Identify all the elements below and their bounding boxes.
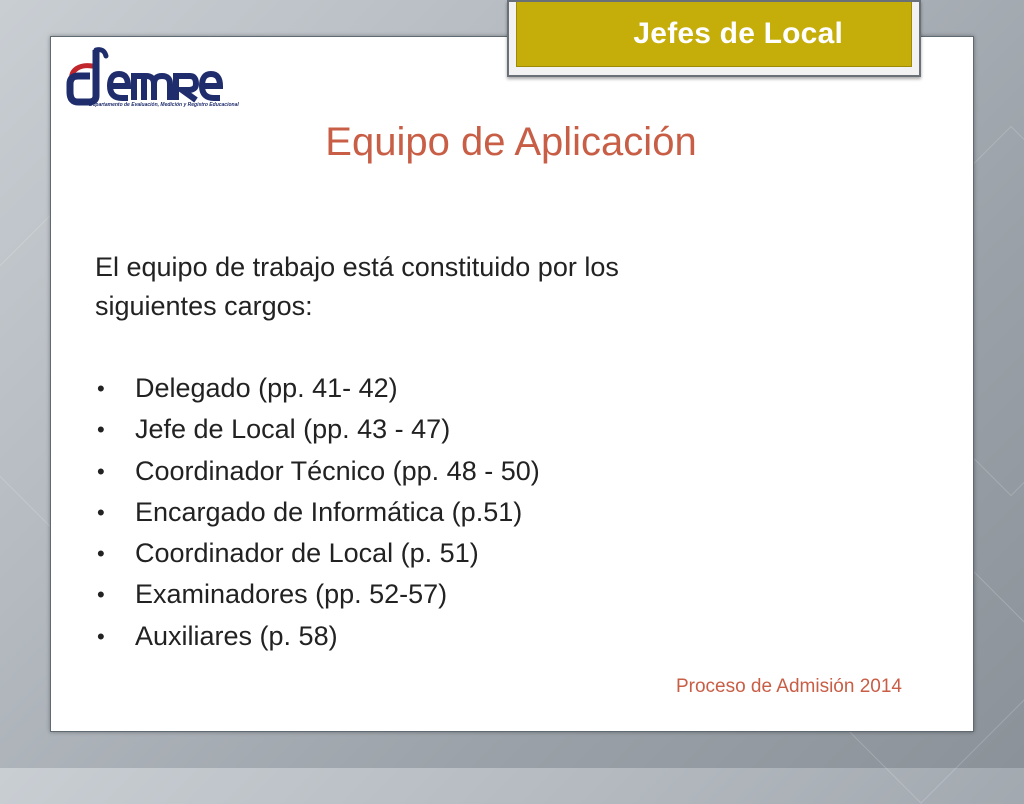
list-item: [97, 451, 540, 492]
list-item: [97, 574, 540, 615]
roles-list: [97, 368, 540, 657]
list-item: [97, 409, 540, 450]
role-label: Encargado de Informática (p.51): [135, 496, 523, 527]
bullet-icon: •: [97, 376, 105, 401]
list-item: [97, 533, 540, 574]
bullet-icon: •: [97, 417, 105, 443]
list-item: [97, 616, 540, 657]
list-item: [97, 368, 540, 409]
section-tag-label: Jefes de Local: [633, 17, 843, 50]
role-label: Auxiliares (p. 58): [135, 620, 338, 651]
list-item: [97, 492, 540, 533]
intro-text: [95, 248, 855, 326]
role-label: Examinadores (pp. 52-57): [135, 579, 448, 610]
bullet-icon: •: [97, 582, 105, 608]
role-label: Delegado (pp. 41- 42): [135, 373, 398, 403]
role-label: Jefe de Local (pp. 43 - 47): [135, 414, 451, 445]
section-tag-fill: [516, 2, 912, 67]
bullet-icon: •: [97, 458, 105, 484]
intro-line: siguientes cargos:: [95, 291, 313, 321]
role-label: Coordinador Técnico (pp. 48 - 50): [135, 455, 540, 486]
role-label: Coordinador de Local (p. 51): [135, 538, 479, 569]
section-tag: [507, 0, 921, 77]
footer-text: Proceso de Admisión 2014: [675, 676, 902, 697]
slide-title: Equipo de Aplicación: [325, 120, 697, 164]
bullet-icon: •: [97, 623, 105, 649]
bullet-icon: •: [97, 541, 105, 567]
intro-line: El equipo de trabajo está constituido por los: [95, 252, 619, 282]
logo-subtitle: Departamento de Evaluación, Medición y Registro Educacional: [89, 102, 239, 108]
bullet-icon: •: [97, 499, 105, 525]
